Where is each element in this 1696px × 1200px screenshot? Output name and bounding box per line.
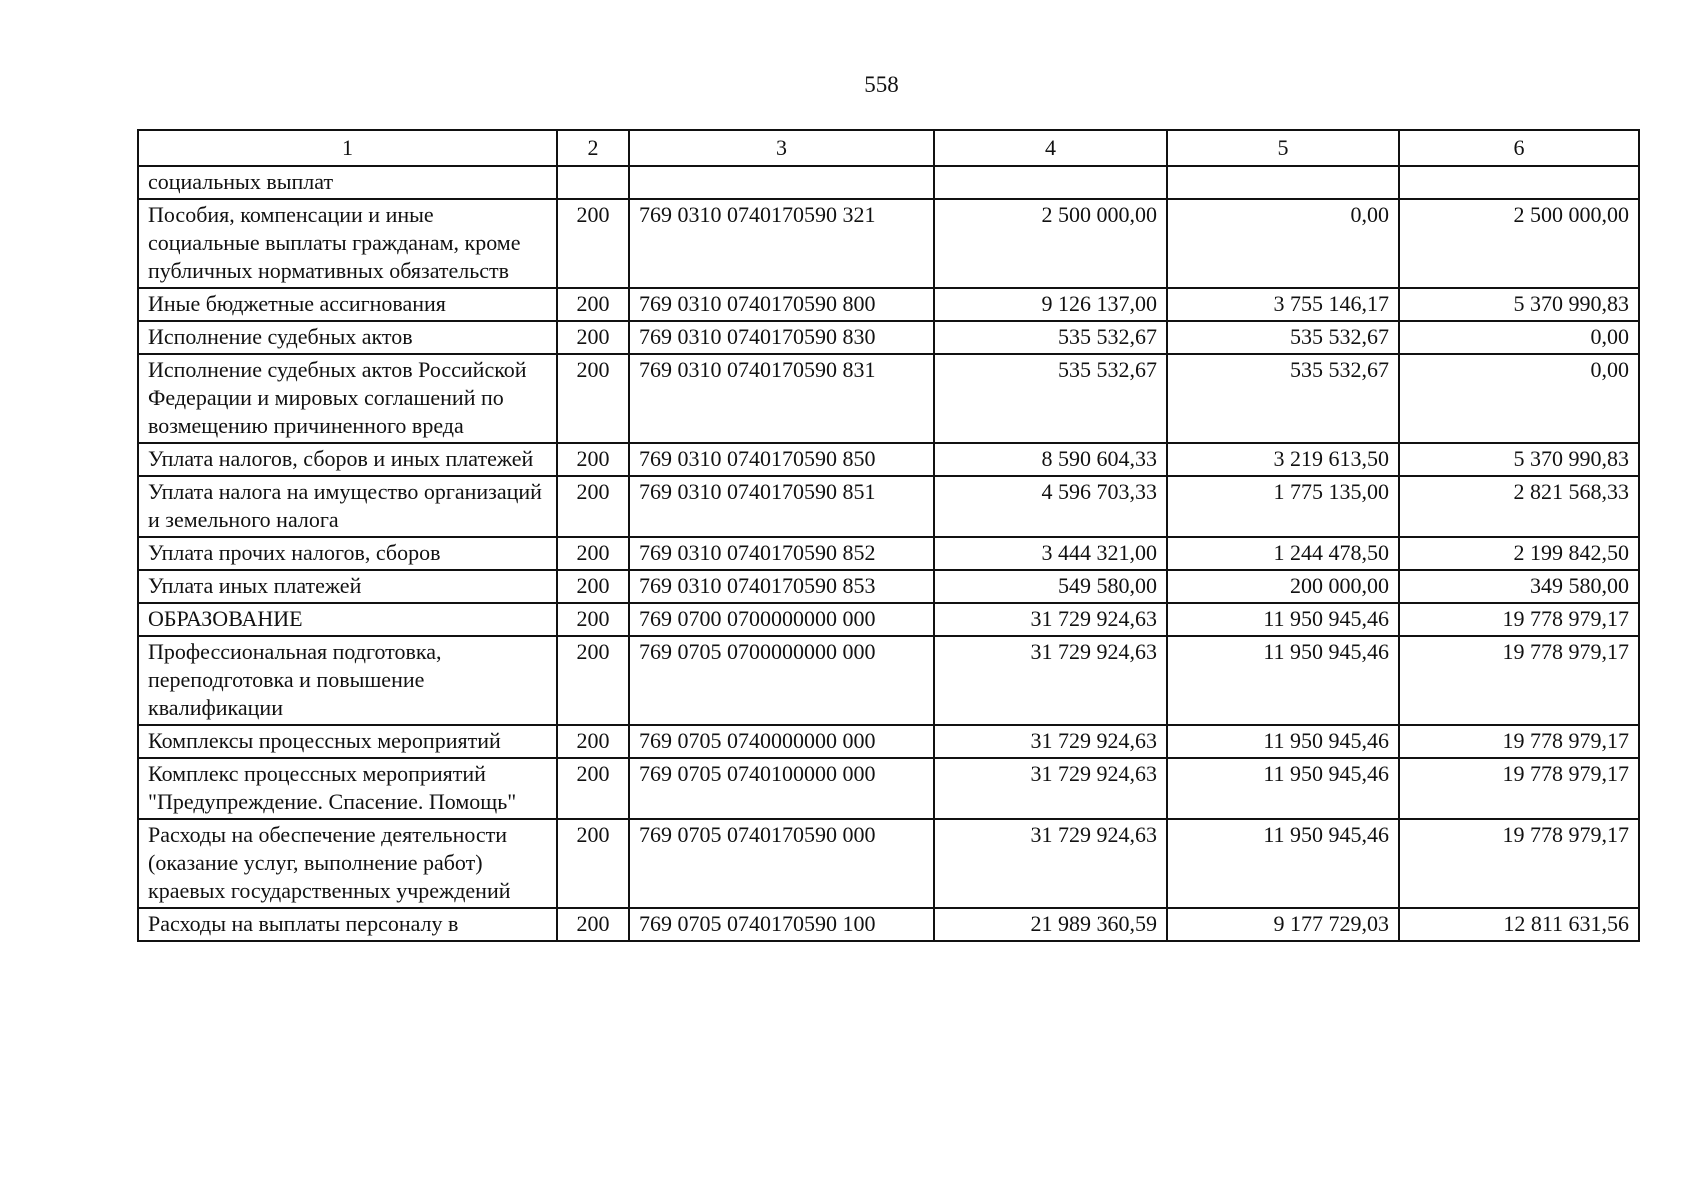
approved-amount-cell: 535 532,67	[934, 321, 1167, 354]
unexecuted-amount-cell: 349 580,00	[1399, 570, 1639, 603]
unexecuted-amount-cell: 2 821 568,33	[1399, 476, 1639, 537]
item-name-cell: Расходы на обеспечение деятельности (оказание услуг, выполнение работ) краевых государственных учреждений	[138, 819, 557, 908]
budget-code-cell: 769 0310 0740170590 831	[629, 354, 934, 443]
column-header: 5	[1167, 130, 1399, 166]
budget-code-cell: 769 0705 0740170590 100	[629, 908, 934, 941]
budget-code-cell: 769 0705 0740170590 000	[629, 819, 934, 908]
column-header: 1	[138, 130, 557, 166]
budget-code-cell: 769 0705 0740100000 000	[629, 758, 934, 819]
table-row	[138, 537, 1639, 570]
line-code-cell: 200	[557, 636, 629, 725]
table-row	[138, 819, 1639, 908]
executed-amount-cell: 3 219 613,50	[1167, 443, 1399, 476]
line-code-cell	[557, 166, 629, 199]
unexecuted-amount-cell: 5 370 990,83	[1399, 288, 1639, 321]
line-code-cell: 200	[557, 199, 629, 288]
line-code-cell: 200	[557, 321, 629, 354]
item-name-cell: Исполнение судебных актов	[138, 321, 557, 354]
column-header: 2	[557, 130, 629, 166]
approved-amount-cell: 31 729 924,63	[934, 758, 1167, 819]
executed-amount-cell: 9 177 729,03	[1167, 908, 1399, 941]
budget-code-cell: 769 0310 0740170590 830	[629, 321, 934, 354]
item-name-cell: Профессиональная подготовка, переподготовка и повышение квалификации	[138, 636, 557, 725]
approved-amount-cell: 535 532,67	[934, 354, 1167, 443]
line-code-cell: 200	[557, 725, 629, 758]
budget-code-cell: 769 0310 0740170590 800	[629, 288, 934, 321]
executed-amount-cell: 3 755 146,17	[1167, 288, 1399, 321]
unexecuted-amount-cell: 5 370 990,83	[1399, 443, 1639, 476]
item-name-cell: Иные бюджетные ассигнования	[138, 288, 557, 321]
item-name-cell: Уплата прочих налогов, сборов	[138, 537, 557, 570]
item-name-cell: Уплата налогов, сборов и иных платежей	[138, 443, 557, 476]
unexecuted-amount-cell	[1399, 166, 1639, 199]
budget-code-cell: 769 0705 0740000000 000	[629, 725, 934, 758]
header-row	[138, 130, 1639, 166]
item-name-cell: Расходы на выплаты персоналу в	[138, 908, 557, 941]
table-row	[138, 570, 1639, 603]
approved-amount-cell	[934, 166, 1167, 199]
budget-code-cell: 769 0705 0700000000 000	[629, 636, 934, 725]
unexecuted-amount-cell: 2 199 842,50	[1399, 537, 1639, 570]
item-name-cell: социальных выплат	[138, 166, 557, 199]
table-row	[138, 603, 1639, 636]
unexecuted-amount-cell: 19 778 979,17	[1399, 758, 1639, 819]
table-row	[138, 166, 1639, 199]
unexecuted-amount-cell: 19 778 979,17	[1399, 636, 1639, 725]
line-code-cell: 200	[557, 537, 629, 570]
item-name-cell: ОБРАЗОВАНИЕ	[138, 603, 557, 636]
table-row	[138, 288, 1639, 321]
approved-amount-cell: 9 126 137,00	[934, 288, 1167, 321]
line-code-cell: 200	[557, 758, 629, 819]
approved-amount-cell: 8 590 604,33	[934, 443, 1167, 476]
table-body	[138, 166, 1639, 941]
executed-amount-cell: 11 950 945,46	[1167, 603, 1399, 636]
approved-amount-cell: 2 500 000,00	[934, 199, 1167, 288]
table-row	[138, 321, 1639, 354]
unexecuted-amount-cell: 19 778 979,17	[1399, 725, 1639, 758]
approved-amount-cell: 3 444 321,00	[934, 537, 1167, 570]
table-row	[138, 908, 1639, 941]
page-number: 558	[864, 72, 899, 97]
line-code-cell: 200	[557, 354, 629, 443]
executed-amount-cell: 11 950 945,46	[1167, 758, 1399, 819]
item-name-cell: Уплата налога на имущество организаций и земельного налога	[138, 476, 557, 537]
approved-amount-cell: 31 729 924,63	[934, 725, 1167, 758]
column-header: 3	[629, 130, 934, 166]
item-name-cell: Комплекс процессных мероприятий "Предупреждение. Спасение. Помощь"	[138, 758, 557, 819]
line-code-cell: 200	[557, 908, 629, 941]
executed-amount-cell: 535 532,67	[1167, 354, 1399, 443]
executed-amount-cell: 1 775 135,00	[1167, 476, 1399, 537]
unexecuted-amount-cell: 12 811 631,56	[1399, 908, 1639, 941]
executed-amount-cell: 11 950 945,46	[1167, 725, 1399, 758]
approved-amount-cell: 549 580,00	[934, 570, 1167, 603]
table-row	[138, 199, 1639, 288]
column-header: 6	[1399, 130, 1639, 166]
line-code-cell: 200	[557, 443, 629, 476]
executed-amount-cell: 1 244 478,50	[1167, 537, 1399, 570]
line-code-cell: 200	[557, 819, 629, 908]
table-row	[138, 443, 1639, 476]
budget-code-cell	[629, 166, 934, 199]
line-code-cell: 200	[557, 476, 629, 537]
budget-code-cell: 769 0310 0740170590 852	[629, 537, 934, 570]
unexecuted-amount-cell: 2 500 000,00	[1399, 199, 1639, 288]
line-code-cell: 200	[557, 288, 629, 321]
unexecuted-amount-cell: 0,00	[1399, 321, 1639, 354]
budget-table	[137, 129, 1640, 942]
budget-code-cell: 769 0310 0740170590 851	[629, 476, 934, 537]
column-header: 4	[934, 130, 1167, 166]
executed-amount-cell: 11 950 945,46	[1167, 819, 1399, 908]
approved-amount-cell: 4 596 703,33	[934, 476, 1167, 537]
approved-amount-cell: 21 989 360,59	[934, 908, 1167, 941]
line-code-cell: 200	[557, 570, 629, 603]
executed-amount-cell	[1167, 166, 1399, 199]
approved-amount-cell: 31 729 924,63	[934, 819, 1167, 908]
table-row	[138, 476, 1639, 537]
unexecuted-amount-cell: 19 778 979,17	[1399, 603, 1639, 636]
budget-code-cell: 769 0310 0740170590 321	[629, 199, 934, 288]
executed-amount-cell: 200 000,00	[1167, 570, 1399, 603]
executed-amount-cell: 535 532,67	[1167, 321, 1399, 354]
item-name-cell: Исполнение судебных актов Российской Федерации и мировых соглашений по возмещению причиненного вреда	[138, 354, 557, 443]
table-row	[138, 636, 1639, 725]
item-name-cell: Комплексы процессных мероприятий	[138, 725, 557, 758]
approved-amount-cell: 31 729 924,63	[934, 603, 1167, 636]
item-name-cell: Пособия, компенсации и иные социальные выплаты гражданам, кроме публичных нормативных обязательств	[138, 199, 557, 288]
budget-code-cell: 769 0310 0740170590 850	[629, 443, 934, 476]
line-code-cell: 200	[557, 603, 629, 636]
table-row	[138, 354, 1639, 443]
budget-code-cell: 769 0310 0740170590 853	[629, 570, 934, 603]
executed-amount-cell: 0,00	[1167, 199, 1399, 288]
unexecuted-amount-cell: 19 778 979,17	[1399, 819, 1639, 908]
unexecuted-amount-cell: 0,00	[1399, 354, 1639, 443]
budget-code-cell: 769 0700 0700000000 000	[629, 603, 934, 636]
table-row	[138, 725, 1639, 758]
item-name-cell: Уплата иных платежей	[138, 570, 557, 603]
table-row	[138, 758, 1639, 819]
executed-amount-cell: 11 950 945,46	[1167, 636, 1399, 725]
approved-amount-cell: 31 729 924,63	[934, 636, 1167, 725]
